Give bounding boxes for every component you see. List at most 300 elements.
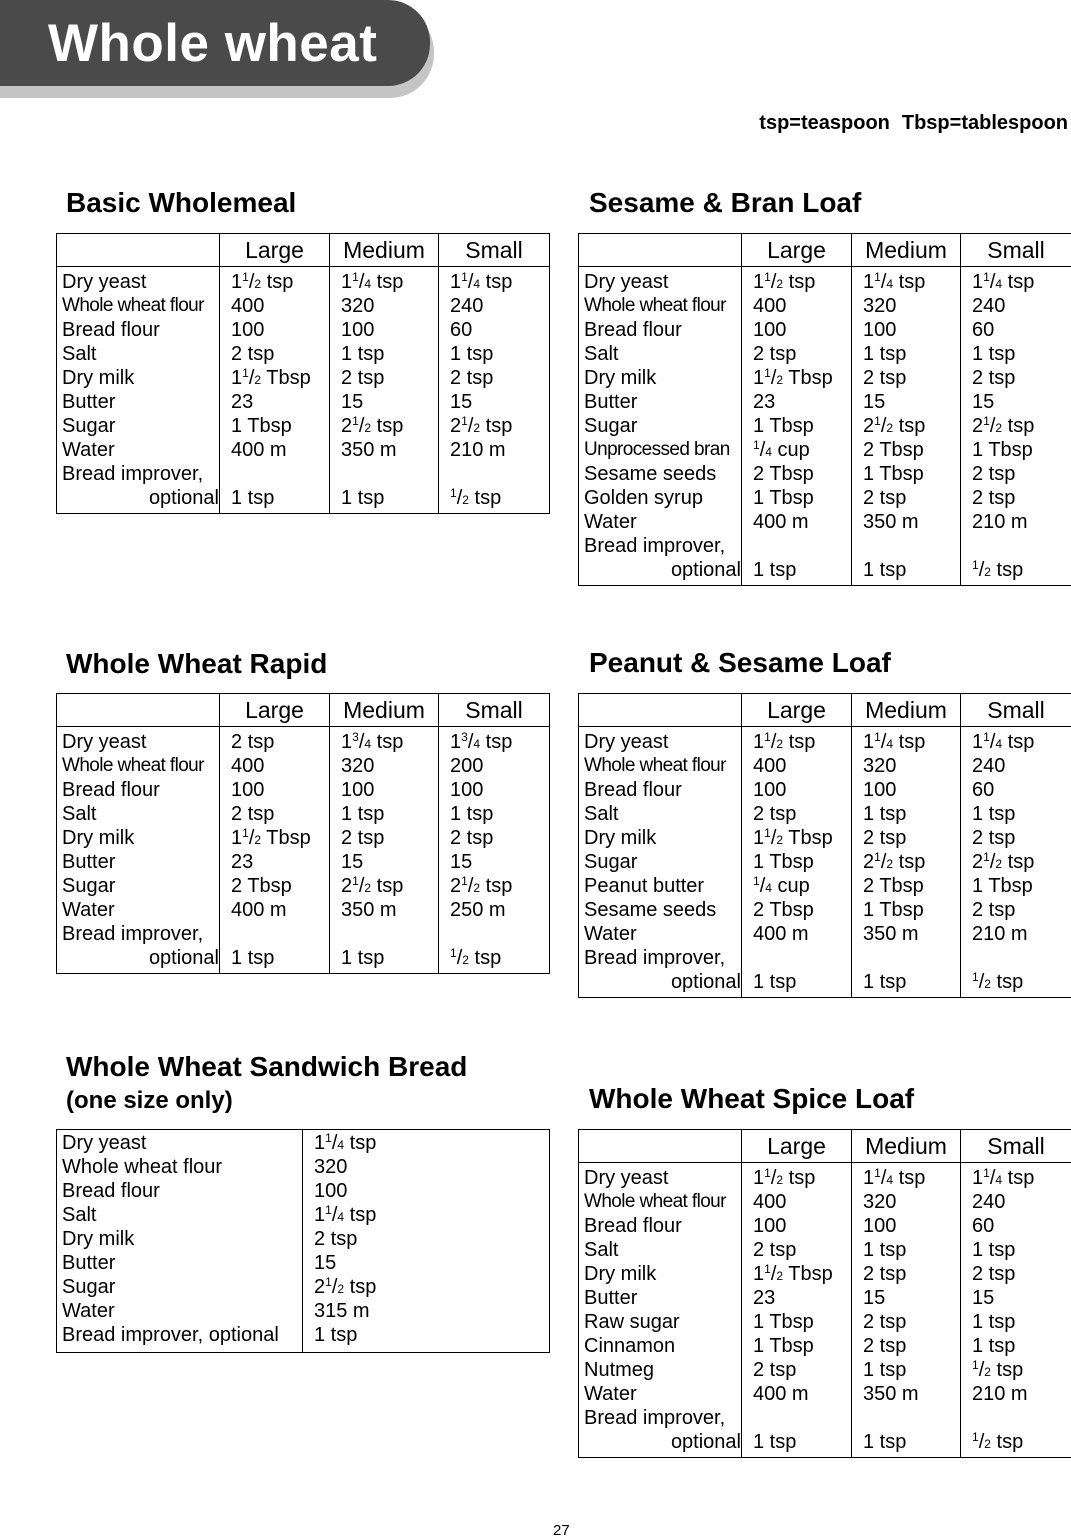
ingredient-cell: optional (579, 1430, 742, 1458)
amount-large-cell: 2 tsp (742, 342, 852, 366)
amount-large-cell: 23 (742, 1286, 852, 1310)
amount-small-cell: $^1$/2 tsp (961, 558, 1071, 586)
amount-large-cell: 2 tsp (220, 727, 330, 755)
ingredient-cell: optional (579, 970, 742, 998)
amount-medium-cell: 1 tsp (330, 802, 439, 826)
col-header-small: Small (961, 1130, 1071, 1163)
amount-cell: 315 m (303, 1299, 550, 1323)
amount-small-cell: $2^1/2$ tsp (961, 414, 1071, 438)
ingredient-cell: Peanut butter (579, 874, 742, 898)
amount-small-cell: 2 tsp (961, 898, 1071, 922)
amount-small-cell: 2 tsp (961, 826, 1071, 850)
amount-medium-cell: 1 tsp (852, 970, 961, 998)
recipe-title-sandwich (66, 1050, 467, 1118)
ingredient-cell: Nutmeg (579, 1358, 742, 1382)
amount-small-cell: 210 m (961, 1382, 1071, 1406)
ingredient-cell: Dry yeast (57, 267, 220, 295)
amount-cell: 100 (303, 1179, 550, 1203)
col-header-ingredient (579, 1130, 742, 1163)
ingredient-cell: Water (62, 1300, 115, 1322)
ingredient-cell: Water (579, 1382, 742, 1406)
table-row (57, 1179, 550, 1203)
amount-large-cell: $1^1/2$ Tbsp (742, 366, 852, 390)
amount-large-cell: 2 tsp (220, 802, 330, 826)
amount-large-cell: $1^1/2$ tsp (742, 267, 852, 295)
legend-tsp: tsp=teaspoon (759, 112, 890, 134)
table-row (579, 898, 1071, 922)
col-header-large: Large (742, 234, 852, 267)
amount-small-cell: $^1$/2 tsp (439, 486, 550, 514)
table-row (57, 414, 550, 438)
table-row (579, 826, 1071, 850)
amount-large-cell: 1 Tbsp (742, 414, 852, 438)
recipe-title-peanut-sesame: Peanut & Sesame Loaf (589, 647, 891, 678)
amount-medium-cell: 1 tsp (330, 486, 439, 514)
amount-medium-cell: 100 (330, 778, 439, 802)
page-number: 27 (553, 1522, 570, 1539)
table-row (579, 850, 1071, 874)
amount-large-cell: 23 (742, 390, 852, 414)
table-row (579, 558, 1071, 586)
amount-large-cell: 1 tsp (220, 946, 330, 974)
ingredient-cell: Bread improver, optional (62, 1324, 279, 1346)
amount-medium-cell: 1 tsp (852, 1358, 961, 1382)
ingredient-cell: Bread improver, (57, 922, 220, 946)
amount-medium-cell: 1 tsp (852, 342, 961, 366)
amount-small-cell: 1 tsp (961, 802, 1071, 826)
recipe-table-sandwich (56, 1129, 550, 1353)
col-header-ingredient (57, 234, 220, 267)
amount-large-cell: $1^1/2$ Tbsp (742, 826, 852, 850)
ingredient-cell: Bread flour (57, 318, 220, 342)
amount-medium-cell: 1 tsp (852, 1238, 961, 1262)
amount-large-cell: 100 (742, 778, 852, 802)
amount-large-cell: 2 tsp (742, 802, 852, 826)
table-row (57, 318, 550, 342)
amount-small-cell (961, 946, 1071, 970)
ingredient-cell: Dry milk (57, 366, 220, 390)
ingredient-cell: Bread improver, (579, 946, 742, 970)
col-header-small: Small (439, 694, 550, 727)
ingredient-cell: Sugar (57, 874, 220, 898)
table-row (57, 946, 550, 974)
amount-medium-cell: 320 (330, 754, 439, 778)
amount-medium-cell: 1 tsp (852, 802, 961, 826)
table-row (579, 754, 1071, 778)
table-row (579, 462, 1071, 486)
table-row (579, 970, 1071, 998)
table-row (57, 898, 550, 922)
amount-large-cell: 1 Tbsp (742, 486, 852, 510)
col-header-ingredient (57, 694, 220, 727)
amount-medium-cell: 1 Tbsp (852, 462, 961, 486)
recipe-title-sandwich-text: Whole Wheat Sandwich Bread (66, 1051, 468, 1082)
ingredient-cell: Bread flour (579, 778, 742, 802)
amount-small-cell: 60 (961, 318, 1071, 342)
amount-small-cell: $1^1/4$ tsp (961, 727, 1071, 755)
table-row (57, 1130, 550, 1156)
amount-small-cell: 2 tsp (961, 486, 1071, 510)
amount-large-cell: 400 m (220, 438, 330, 462)
amount-large-cell: 100 (220, 318, 330, 342)
amount-cell: $2^1/2$ tsp (303, 1275, 550, 1299)
ingredient-cell: Butter (579, 1286, 742, 1310)
amount-large-cell: 400 (742, 1190, 852, 1214)
table-row (579, 510, 1071, 534)
amount-small-cell: 200 (439, 754, 550, 778)
col-header-large: Large (220, 234, 330, 267)
ingredient-cell: Sesame seeds (579, 898, 742, 922)
table-row (57, 778, 550, 802)
ingredient-cell: Salt (579, 1238, 742, 1262)
table-row (57, 1323, 550, 1353)
amount-small-cell: $1^1/4$ tsp (961, 1163, 1071, 1191)
ingredient-cell: optional (57, 486, 220, 514)
ingredient-cell: Bread improver, (57, 462, 220, 486)
amount-small-cell: $1^3/4$ tsp (439, 727, 550, 755)
table-row (579, 727, 1071, 755)
recipe-subtitle-sandwich: (one size only) (66, 1087, 233, 1114)
ingredient-cell: Dry yeast (579, 267, 742, 295)
ingredient-cell: Dry milk (62, 1228, 135, 1250)
ingredient-cell: Sugar (62, 1276, 116, 1298)
amount-small-cell: $2^1/2$ tsp (439, 874, 550, 898)
unit-legend (759, 112, 1068, 135)
amount-large-cell: 1 tsp (220, 486, 330, 514)
ingredient-cell: Sesame seeds (579, 462, 742, 486)
amount-large-cell: 400 (220, 754, 330, 778)
amount-medium-cell: 2 tsp (852, 366, 961, 390)
amount-medium-cell: $1^1/4$ tsp (330, 267, 439, 295)
table-row (579, 1262, 1071, 1286)
ingredient-cell: Dry yeast (579, 1163, 742, 1191)
amount-medium-cell: 350 m (852, 922, 961, 946)
table-row (579, 534, 1071, 558)
ingredient-cell: Golden syrup (579, 486, 742, 510)
table-row (579, 1214, 1071, 1238)
amount-small-cell: 1 tsp (961, 1334, 1071, 1358)
amount-small-cell (961, 534, 1071, 558)
amount-medium-cell: 2 Tbsp (852, 874, 961, 898)
amount-small-cell: $^1$/2 tsp (961, 1358, 1071, 1382)
amount-large-cell: 100 (220, 778, 330, 802)
amount-small-cell: 240 (961, 754, 1071, 778)
ingredient-cell: Dry milk (57, 826, 220, 850)
amount-small-cell: $^1$/2 tsp (439, 946, 550, 974)
amount-large-cell: 23 (220, 390, 330, 414)
amount-small-cell: 60 (961, 778, 1071, 802)
amount-large-cell: 1 tsp (742, 558, 852, 586)
ingredient-cell: Dry yeast (579, 727, 742, 755)
table-row (579, 1163, 1071, 1191)
amount-large-cell: $1^1/2$ tsp (742, 1163, 852, 1191)
amount-small-cell (439, 462, 550, 486)
table-row (57, 390, 550, 414)
ingredient-cell: Whole wheat flour (62, 1156, 223, 1178)
amount-medium-cell (330, 922, 439, 946)
col-header-large: Large (742, 694, 852, 727)
table-row (579, 1286, 1071, 1310)
col-header-ingredient (579, 694, 742, 727)
ingredient-cell: Butter (57, 390, 220, 414)
amount-small-cell: 1 Tbsp (961, 438, 1071, 462)
amount-large-cell: 1 tsp (742, 970, 852, 998)
amount-large-cell: 1 Tbsp (742, 850, 852, 874)
amount-large-cell: 100 (742, 1214, 852, 1238)
amount-medium-cell: 100 (852, 1214, 961, 1238)
amount-large-cell: 1 Tbsp (220, 414, 330, 438)
ingredient-cell: Sugar (579, 414, 742, 438)
ingredient-cell: Dry milk (579, 1262, 742, 1286)
col-header-small: Small (439, 234, 550, 267)
amount-small-cell: 1 tsp (961, 1238, 1071, 1262)
col-header-small: Small (961, 694, 1071, 727)
amount-large-cell: 2 tsp (742, 1358, 852, 1382)
ingredient-cell: Whole wheat flour (579, 1190, 742, 1214)
amount-small-cell: 1 Tbsp (961, 874, 1071, 898)
table-row (57, 1203, 550, 1227)
ingredient-cell: Butter (62, 1252, 116, 1274)
table-row (579, 874, 1071, 898)
amount-medium-cell: 1 tsp (852, 558, 961, 586)
recipe-table-sesame-bran (578, 233, 1071, 586)
amount-medium-cell: $2^1/2$ tsp (330, 414, 439, 438)
recipe-table-peanut-sesame (578, 693, 1071, 998)
table-row (579, 318, 1071, 342)
table-row (579, 778, 1071, 802)
ingredient-cell: Salt (579, 802, 742, 826)
amount-medium-cell: $2^1/2$ tsp (852, 414, 961, 438)
legend-tbsp: Tbsp=tablespoon (901, 112, 1068, 134)
table-row (57, 922, 550, 946)
table-row (579, 1406, 1071, 1430)
amount-small-cell: 240 (439, 294, 550, 318)
table-row (57, 850, 550, 874)
table-row (579, 1358, 1071, 1382)
ingredient-cell: Salt (57, 342, 220, 366)
amount-medium-cell: 350 m (852, 1382, 961, 1406)
col-header-medium: Medium (852, 1130, 961, 1163)
amount-small-cell: 60 (961, 1214, 1071, 1238)
table-row (57, 754, 550, 778)
col-header-large: Large (742, 1130, 852, 1163)
amount-large-cell: 2 Tbsp (742, 898, 852, 922)
amount-large-cell: $^1$/4 cup (742, 438, 852, 462)
amount-small-cell: 1 tsp (439, 342, 550, 366)
table-row (579, 294, 1071, 318)
amount-small-cell: 2 tsp (439, 826, 550, 850)
table-row (579, 946, 1071, 970)
ingredient-cell: Whole wheat flour (579, 754, 742, 778)
table-header-row (579, 234, 1071, 267)
ingredient-cell: Bread flour (579, 318, 742, 342)
amount-small-cell: $1^1/4$ tsp (961, 267, 1071, 295)
amount-medium-cell: 2 tsp (852, 826, 961, 850)
amount-medium-cell: $2^1/2$ tsp (330, 874, 439, 898)
table-row (579, 438, 1071, 462)
amount-cell: $1^1/4$ tsp (303, 1203, 550, 1227)
col-header-medium: Medium (330, 234, 439, 267)
amount-medium-cell: $1^1/4$ tsp (852, 727, 961, 755)
ingredient-cell: Bread flour (57, 778, 220, 802)
table-row (57, 727, 550, 755)
ingredient-cell: Dry yeast (57, 727, 220, 755)
amount-cell: 320 (303, 1155, 550, 1179)
amount-medium-cell: 2 Tbsp (852, 438, 961, 462)
amount-large-cell: $1^1/2$ tsp (742, 727, 852, 755)
amount-medium-cell: 100 (330, 318, 439, 342)
ingredient-cell: Bread improver, (579, 534, 742, 558)
amount-medium-cell: 1 tsp (852, 1430, 961, 1458)
amount-medium-cell: 350 m (330, 898, 439, 922)
amount-large-cell: 400 (742, 294, 852, 318)
amount-cell: 2 tsp (303, 1227, 550, 1251)
amount-medium-cell: 350 m (330, 438, 439, 462)
table-row (57, 267, 550, 295)
table-row (579, 1430, 1071, 1458)
ingredient-cell: Butter (57, 850, 220, 874)
amount-large-cell: 1 Tbsp (742, 1310, 852, 1334)
amount-small-cell: 1 tsp (961, 1310, 1071, 1334)
table-row (579, 1238, 1071, 1262)
amount-large-cell (742, 1406, 852, 1430)
amount-medium-cell: 1 tsp (330, 946, 439, 974)
table-row (57, 1299, 550, 1323)
recipe-table-spice (578, 1129, 1071, 1458)
amount-medium-cell (330, 462, 439, 486)
ingredient-cell: Salt (57, 802, 220, 826)
amount-large-cell: $^1$/4 cup (742, 874, 852, 898)
table-row (57, 826, 550, 850)
col-header-medium: Medium (852, 694, 961, 727)
col-header-small: Small (961, 234, 1071, 267)
amount-medium-cell (852, 1406, 961, 1430)
table-row (57, 366, 550, 390)
col-header-medium: Medium (330, 694, 439, 727)
table-row (57, 802, 550, 826)
amount-small-cell: $^1$/2 tsp (961, 970, 1071, 998)
table-row (57, 874, 550, 898)
amount-medium-cell: 15 (330, 390, 439, 414)
amount-large-cell: 1 tsp (742, 1430, 852, 1458)
table-row (579, 802, 1071, 826)
amount-small-cell: 60 (439, 318, 550, 342)
ingredient-cell: Raw sugar (579, 1310, 742, 1334)
ingredient-cell: Salt (62, 1204, 97, 1226)
amount-medium-cell: 2 tsp (330, 826, 439, 850)
amount-large-cell (220, 462, 330, 486)
amount-small-cell: $2^1/2$ tsp (961, 850, 1071, 874)
amount-medium-cell: 1 tsp (330, 342, 439, 366)
table-row (579, 1382, 1071, 1406)
amount-small-cell: 2 tsp (439, 366, 550, 390)
ingredient-cell: Dry yeast (62, 1132, 147, 1154)
ingredient-cell: Bread improver, (579, 1406, 742, 1430)
amount-small-cell: 210 m (961, 510, 1071, 534)
amount-large-cell: 400 (742, 754, 852, 778)
table-header-row (57, 234, 550, 267)
amount-medium-cell: $1^1/4$ tsp (852, 267, 961, 295)
amount-medium-cell: 2 tsp (852, 1262, 961, 1286)
amount-large-cell: $1^1/2$ Tbsp (220, 366, 330, 390)
amount-small-cell: 15 (961, 1286, 1071, 1310)
amount-large-cell: 400 m (742, 510, 852, 534)
table-row (579, 390, 1071, 414)
amount-small-cell: 1 tsp (439, 802, 550, 826)
amount-small-cell: 15 (439, 850, 550, 874)
table-header-row (57, 694, 550, 727)
amount-medium-cell (852, 534, 961, 558)
ingredient-cell: Unprocessed bran (579, 438, 742, 462)
amount-large-cell: $1^1/2$ tsp (220, 267, 330, 295)
ingredient-cell: Water (579, 922, 742, 946)
table-row (579, 1334, 1071, 1358)
amount-small-cell: 2 tsp (961, 1262, 1071, 1286)
ingredient-cell: Water (57, 898, 220, 922)
ingredient-cell: Bread flour (579, 1214, 742, 1238)
amount-large-cell: 2 tsp (742, 1238, 852, 1262)
amount-small-cell: $^1$/2 tsp (961, 1430, 1071, 1458)
amount-large-cell: 2 tsp (220, 342, 330, 366)
amount-large-cell (742, 946, 852, 970)
table-header-row (579, 694, 1071, 727)
amount-medium-cell: 350 m (852, 510, 961, 534)
amount-medium-cell: 2 tsp (852, 1310, 961, 1334)
ingredient-cell: Whole wheat flour (57, 754, 220, 778)
table-row (579, 486, 1071, 510)
amount-small-cell: 2 tsp (961, 462, 1071, 486)
amount-medium-cell: 2 tsp (852, 1334, 961, 1358)
amount-medium-cell: 15 (852, 390, 961, 414)
amount-small-cell: 240 (961, 1190, 1071, 1214)
ingredient-cell: Dry milk (579, 826, 742, 850)
amount-small-cell: $2^1/2$ tsp (439, 414, 550, 438)
recipe-table-rapid (56, 693, 550, 974)
recipe-title-sesame-bran: Sesame & Bran Loaf (589, 187, 862, 218)
amount-medium-cell: $1^1/4$ tsp (852, 1163, 961, 1191)
amount-small-cell: 210 m (961, 922, 1071, 946)
amount-medium-cell: $1^3/4$ tsp (330, 727, 439, 755)
table-row (579, 414, 1071, 438)
table-row (579, 1310, 1071, 1334)
amount-small-cell (961, 1406, 1071, 1430)
title-banner (0, 0, 430, 86)
amount-small-cell: 250 m (439, 898, 550, 922)
ingredient-cell: Cinnamon (579, 1334, 742, 1358)
amount-large-cell (220, 922, 330, 946)
amount-small-cell (439, 922, 550, 946)
amount-large-cell: 100 (742, 318, 852, 342)
ingredient-cell: Sugar (579, 850, 742, 874)
amount-cell: $1^1/4$ tsp (303, 1130, 550, 1156)
amount-large-cell: $1^1/2$ Tbsp (742, 1262, 852, 1286)
table-row (579, 366, 1071, 390)
amount-medium-cell: 320 (852, 1190, 961, 1214)
col-header-ingredient (579, 234, 742, 267)
table-row (57, 486, 550, 514)
amount-small-cell: 240 (961, 294, 1071, 318)
table-row (57, 1227, 550, 1251)
recipe-title-basic-wholemeal: Basic Wholemeal (66, 187, 297, 218)
ingredient-cell: Whole wheat flour (579, 294, 742, 318)
amount-small-cell: 15 (439, 390, 550, 414)
amount-large-cell: 2 Tbsp (220, 874, 330, 898)
amount-large-cell: 400 m (220, 898, 330, 922)
table-row (57, 1275, 550, 1299)
amount-medium-cell: 100 (852, 318, 961, 342)
amount-medium-cell: $2^1/2$ tsp (852, 850, 961, 874)
amount-large-cell: 23 (220, 850, 330, 874)
